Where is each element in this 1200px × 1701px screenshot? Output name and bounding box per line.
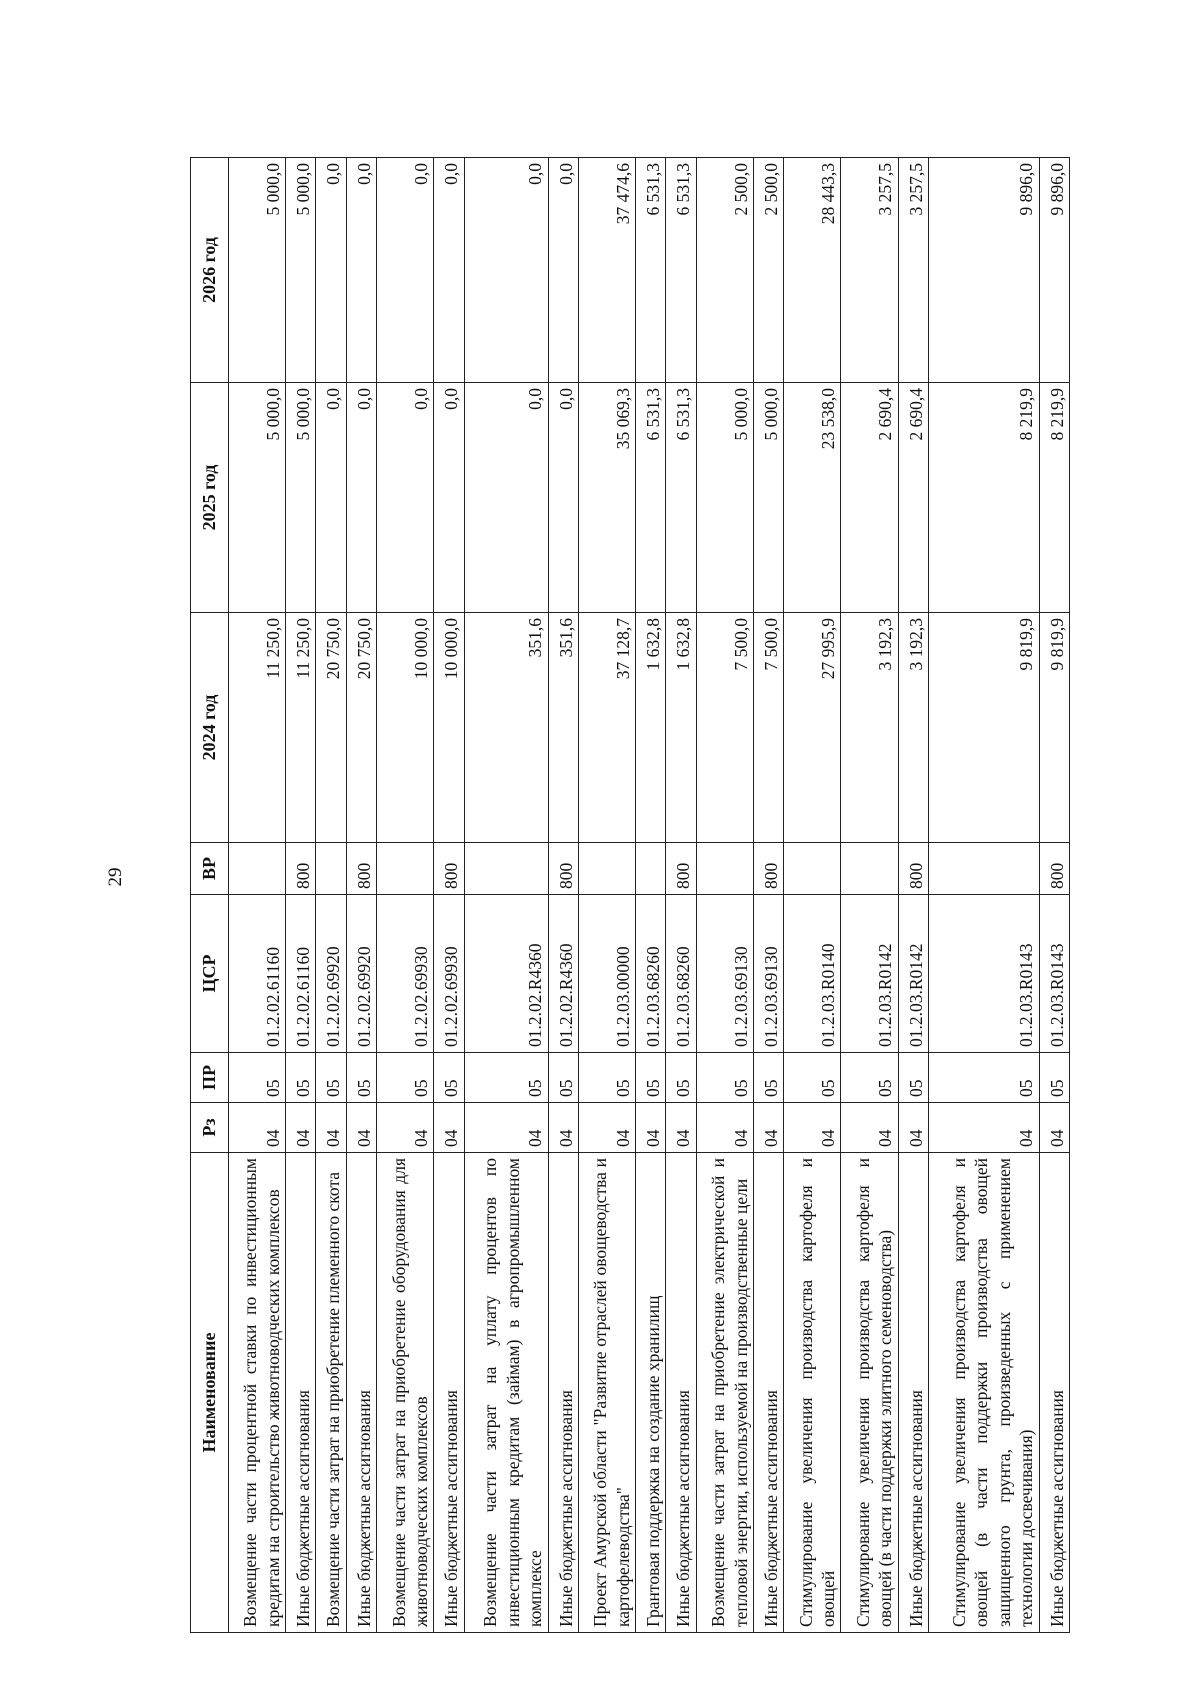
table-row [1039, 158, 1069, 1633]
header-2024: 2024 год [191, 613, 229, 843]
cell-2026: 0,0 [548, 158, 578, 383]
cell-2024: 1 632,8 [636, 613, 666, 843]
cell-csr: 01.2.02.69920 [346, 895, 376, 1053]
cell-pr: 05 [548, 1053, 578, 1103]
cell-name: Стимулирование увеличения производства картофеля и овощей (в части поддержки производства овощей защищенного грунта, произведенных с применением технологии досвечивания) [928, 1153, 1039, 1633]
cell-csr: 01.2.02.69930 [377, 895, 434, 1053]
cell-2025: 35 069,3 [578, 383, 635, 613]
cell-2026: 28 443,3 [784, 158, 841, 383]
cell-rz: 04 [696, 1103, 753, 1153]
cell-vr: 800 [1039, 843, 1069, 895]
cell-2024: 7 500,0 [753, 613, 783, 843]
cell-rz: 04 [316, 1103, 346, 1153]
header-2026: 2026 год [191, 158, 229, 383]
cell-2025: 0,0 [464, 383, 548, 613]
cell-rz: 04 [666, 1103, 696, 1153]
table-row [841, 158, 898, 1633]
table-row [898, 158, 928, 1633]
cell-pr: 05 [928, 1053, 1039, 1103]
table-row [377, 158, 434, 1633]
cell-rz: 04 [784, 1103, 841, 1153]
cell-csr: 01.2.02.R4360 [464, 895, 548, 1053]
cell-name: Иные бюджетные ассигнования [434, 1153, 464, 1633]
cell-2024: 9 819,9 [928, 613, 1039, 843]
cell-2025: 2 690,4 [898, 383, 928, 613]
cell-vr: 800 [548, 843, 578, 895]
cell-2026: 6 531,3 [636, 158, 666, 383]
cell-name: Проект Амурской области "Развитие отраслей овощеводства и картофелеводства" [578, 1153, 635, 1633]
header-vr: ВР [191, 843, 229, 895]
cell-2026: 5 000,0 [229, 158, 286, 383]
cell-csr: 01.2.03.R0142 [898, 895, 928, 1053]
cell-csr: 01.2.02.61160 [286, 895, 316, 1053]
cell-2026: 9 896,0 [1039, 158, 1069, 383]
cell-vr [316, 843, 346, 895]
header-2025: 2025 год [191, 383, 229, 613]
table-row [548, 158, 578, 1633]
cell-vr: 800 [434, 843, 464, 895]
cell-name: Иные бюджетные ассигнования [286, 1153, 316, 1633]
cell-2024: 37 128,7 [578, 613, 635, 843]
cell-2024: 11 250,0 [286, 613, 316, 843]
cell-csr: 01.2.02.69920 [316, 895, 346, 1053]
header-row [191, 158, 229, 1633]
cell-2026: 9 896,0 [928, 158, 1039, 383]
table-row [666, 158, 696, 1633]
cell-2026: 2 500,0 [753, 158, 783, 383]
cell-2025: 8 219,9 [1039, 383, 1069, 613]
cell-rz: 04 [434, 1103, 464, 1153]
cell-name: Иные бюджетные ассигнования [1039, 1153, 1069, 1633]
cell-pr: 05 [316, 1053, 346, 1103]
cell-vr [928, 843, 1039, 895]
cell-pr: 05 [636, 1053, 666, 1103]
cell-2026: 3 257,5 [898, 158, 928, 383]
cell-2026: 0,0 [434, 158, 464, 383]
header-csr: ЦСР [191, 895, 229, 1053]
cell-rz: 04 [377, 1103, 434, 1153]
cell-pr: 05 [666, 1053, 696, 1103]
cell-vr: 800 [286, 843, 316, 895]
header-rz: Рз [191, 1103, 229, 1153]
table-row [636, 158, 666, 1633]
table-row [229, 158, 286, 1633]
cell-pr: 05 [696, 1053, 753, 1103]
cell-2024: 11 250,0 [229, 613, 286, 843]
cell-2026: 3 257,5 [841, 158, 898, 383]
cell-csr: 01.2.03.69130 [753, 895, 783, 1053]
cell-vr [377, 843, 434, 895]
header-name: Наименование [191, 1153, 229, 1633]
cell-vr: 800 [666, 843, 696, 895]
cell-pr: 05 [346, 1053, 376, 1103]
cell-name: Возмещение части затрат на уплату процентов по инвестиционным кредитам (займам) в агропромышленном комплексе [464, 1153, 548, 1633]
table-row [316, 158, 346, 1633]
cell-vr: 800 [346, 843, 376, 895]
cell-2025: 5 000,0 [696, 383, 753, 613]
table-row [578, 158, 635, 1633]
cell-rz: 04 [548, 1103, 578, 1153]
cell-rz: 04 [286, 1103, 316, 1153]
cell-csr: 01.2.03.69130 [696, 895, 753, 1053]
cell-csr: 01.2.02.69930 [434, 895, 464, 1053]
cell-name: Иные бюджетные ассигнования [666, 1153, 696, 1633]
cell-2025: 0,0 [346, 383, 376, 613]
cell-csr: 01.2.03.R0143 [928, 895, 1039, 1053]
cell-2025: 23 538,0 [784, 383, 841, 613]
cell-vr [229, 843, 286, 895]
cell-rz: 04 [928, 1103, 1039, 1153]
cell-2026: 5 000,0 [286, 158, 316, 383]
cell-2024: 351,6 [464, 613, 548, 843]
cell-2024: 3 192,3 [898, 613, 928, 843]
cell-vr [696, 843, 753, 895]
cell-pr: 05 [229, 1053, 286, 1103]
cell-rz: 04 [578, 1103, 635, 1153]
cell-2024: 7 500,0 [696, 613, 753, 843]
cell-2025: 8 219,9 [928, 383, 1039, 613]
table-row [753, 158, 783, 1633]
cell-2026: 2 500,0 [696, 158, 753, 383]
cell-2024: 3 192,3 [841, 613, 898, 843]
cell-name: Грантовая поддержка на создание хранилищ [636, 1153, 666, 1633]
cell-rz: 04 [636, 1103, 666, 1153]
cell-2026: 0,0 [377, 158, 434, 383]
cell-pr: 05 [464, 1053, 548, 1103]
cell-name: Возмещение части затрат на приобретение племенного скота [316, 1153, 346, 1633]
cell-pr: 05 [286, 1053, 316, 1103]
cell-rz: 04 [464, 1103, 548, 1153]
cell-2025: 0,0 [377, 383, 434, 613]
cell-vr: 800 [898, 843, 928, 895]
cell-2024: 351,6 [548, 613, 578, 843]
cell-pr: 05 [753, 1053, 783, 1103]
cell-2025: 0,0 [316, 383, 346, 613]
cell-csr: 01.2.03.68260 [636, 895, 666, 1053]
cell-csr: 01.2.02.R4360 [548, 895, 578, 1053]
cell-pr: 05 [434, 1053, 464, 1103]
cell-2025: 6 531,3 [666, 383, 696, 613]
cell-name: Возмещение части затрат на приобретение оборудования для животноводческих комплексов [377, 1153, 434, 1633]
cell-2024: 20 750,0 [346, 613, 376, 843]
cell-2026: 6 531,3 [666, 158, 696, 383]
cell-name: Стимулирование увеличения производства картофеля и овощей (в части поддержки элитного семеноводства) [841, 1153, 898, 1633]
cell-2024: 10 000,0 [377, 613, 434, 843]
cell-2025: 2 690,4 [841, 383, 898, 613]
cell-name: Иные бюджетные ассигнования [548, 1153, 578, 1633]
cell-csr: 01.2.03.R0143 [1039, 895, 1069, 1053]
cell-rz: 04 [1039, 1103, 1069, 1153]
cell-name: Возмещение части затрат на приобретение электрической и тепловой энергии, используемой на производственные цели [696, 1153, 753, 1633]
cell-vr [464, 843, 548, 895]
cell-2025: 5 000,0 [753, 383, 783, 613]
table-row [464, 158, 548, 1633]
table-row [346, 158, 376, 1633]
cell-vr: 800 [753, 843, 783, 895]
cell-pr: 05 [841, 1053, 898, 1103]
cell-2025: 6 531,3 [636, 383, 666, 613]
page-number: 29 [105, 867, 126, 887]
cell-name: Иные бюджетные ассигнования [753, 1153, 783, 1633]
cell-rz: 04 [346, 1103, 376, 1153]
cell-pr: 05 [578, 1053, 635, 1103]
table-row [784, 158, 841, 1633]
cell-vr [636, 843, 666, 895]
cell-2024: 9 819,9 [1039, 613, 1069, 843]
cell-vr [578, 843, 635, 895]
header-pr: ПР [191, 1053, 229, 1103]
cell-rz: 04 [841, 1103, 898, 1153]
cell-2026: 0,0 [464, 158, 548, 383]
cell-2024: 27 995,9 [784, 613, 841, 843]
cell-rz: 04 [898, 1103, 928, 1153]
cell-name: Иные бюджетные ассигнования [346, 1153, 376, 1633]
cell-vr [841, 843, 898, 895]
cell-2025: 5 000,0 [286, 383, 316, 613]
cell-csr: 01.2.03.R0140 [784, 895, 841, 1053]
cell-2024: 10 000,0 [434, 613, 464, 843]
cell-rz: 04 [229, 1103, 286, 1153]
cell-2026: 0,0 [316, 158, 346, 383]
cell-csr: 01.2.03.00000 [578, 895, 635, 1053]
cell-2026: 0,0 [346, 158, 376, 383]
cell-pr: 05 [784, 1053, 841, 1103]
cell-vr [784, 843, 841, 895]
cell-pr: 05 [1039, 1053, 1069, 1103]
cell-2025: 0,0 [434, 383, 464, 613]
cell-csr: 01.2.02.61160 [229, 895, 286, 1053]
cell-csr: 01.2.03.R0142 [841, 895, 898, 1053]
table-row [286, 158, 316, 1633]
cell-name: Возмещение части процентной ставки по инвестиционным кредитам на строительство животноводческих комплексов [229, 1153, 286, 1633]
table-row [696, 158, 753, 1633]
cell-2024: 1 632,8 [666, 613, 696, 843]
cell-pr: 05 [377, 1053, 434, 1103]
cell-name: Иные бюджетные ассигнования [898, 1153, 928, 1633]
rotated-table-container [190, 158, 1070, 1633]
cell-2025: 0,0 [548, 383, 578, 613]
cell-pr: 05 [898, 1053, 928, 1103]
cell-2025: 5 000,0 [229, 383, 286, 613]
cell-2026: 37 474,6 [578, 158, 635, 383]
table-row [928, 158, 1039, 1633]
cell-csr: 01.2.03.68260 [666, 895, 696, 1053]
cell-2024: 20 750,0 [316, 613, 346, 843]
cell-name: Стимулирование увеличения производства картофеля и овощей [784, 1153, 841, 1633]
budget-table [190, 157, 1070, 1633]
cell-rz: 04 [753, 1103, 783, 1153]
table-row [434, 158, 464, 1633]
